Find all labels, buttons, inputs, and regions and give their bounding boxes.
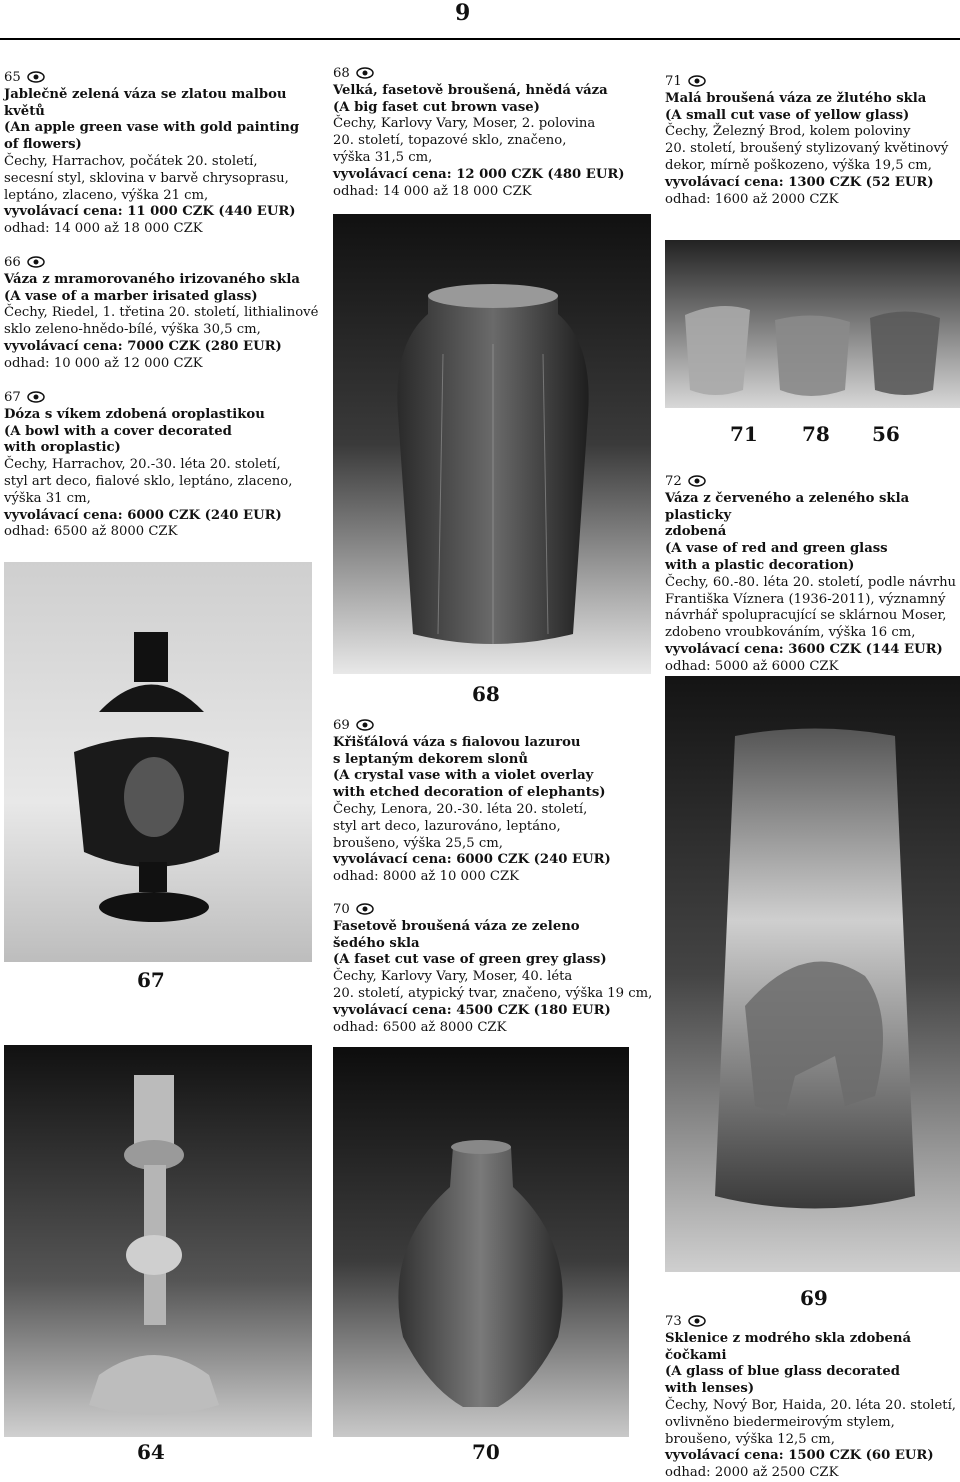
lot-67 — [4, 390, 324, 541]
lot-title: zdobená — [665, 524, 727, 540]
lot-72 — [665, 474, 960, 676]
lot-title: Váza z mramorovaného irizovaného skla — [4, 271, 300, 287]
lot-title: Sklenice z modrého skla zdobená čočkami — [665, 1330, 911, 1363]
vases-71-78-56-image — [665, 240, 960, 408]
lot-estimate: odhad: 8000 až 10 000 CZK — [333, 869, 520, 885]
lot-number: 73 — [665, 1314, 706, 1329]
caption-78: 78 — [802, 422, 830, 446]
lot-detail: 20. století, broušený stylizovaný květinový — [665, 141, 949, 157]
lot-estimate: odhad: 1600 až 2000 CZK — [665, 191, 839, 207]
eye-icon — [688, 75, 706, 87]
caption-69: 69 — [800, 1286, 828, 1310]
lot-price: vyvolávací cena: 11 000 CZK (440 EUR) — [4, 204, 296, 220]
lot-detail: Čechy, Riedel, 1. třetina 20. století, lithialinové — [4, 305, 319, 321]
lot-price: vyvolávací cena: 6000 CZK (240 EUR) — [4, 507, 282, 523]
lot-66 — [4, 255, 324, 373]
page-header — [0, 0, 960, 40]
eye-icon — [688, 475, 706, 487]
lot-title-en: (A faset cut vase of green grey glass) — [333, 952, 607, 968]
lot-title-en: (A big faset cut brown vase) — [333, 99, 540, 115]
lot-detail: Čechy, Karlovy Vary, Moser, 40. léta — [333, 969, 573, 985]
lot-69 — [333, 718, 653, 886]
lot-price: vyvolávací cena: 1300 CZK (52 EUR) — [665, 174, 934, 190]
lot-detail: návrhář spolupracující se sklárnou Moser, — [665, 608, 947, 624]
lot-detail: výška 31 cm, — [4, 490, 91, 506]
lot-title: Dóza s víkem zdobená oroplastikou — [4, 406, 265, 422]
lot-title-en: with lenses) — [665, 1381, 755, 1397]
lot-detail: Čechy, Lenora, 20.-30. léta 20. století, — [333, 801, 588, 817]
lot-estimate: odhad: 5000 až 6000 CZK — [665, 658, 839, 674]
lot-title-en: of flowers) — [4, 137, 82, 153]
lot-title: Malá broušená váza ze žlutého skla — [665, 90, 927, 106]
eye-icon — [27, 256, 45, 268]
lot-number: 72 — [665, 474, 706, 489]
vase-68-image — [333, 214, 651, 674]
lot-detail: Čechy, Harrachov, počátek 20. století, — [4, 153, 258, 169]
lot-title-en: (A crystal vase with a violet overlay — [333, 768, 594, 784]
lot-title-en: with oroplastic) — [4, 440, 121, 456]
lot-detail: výška 31,5 cm, — [333, 149, 433, 165]
lot-title-en: with a plastic decoration) — [665, 557, 855, 573]
bowl-67-image — [4, 562, 312, 962]
lot-title: šedého skla — [333, 935, 420, 951]
lot-title-en: (A vase of red and green glass — [665, 541, 888, 557]
eye-icon — [27, 391, 45, 403]
lot-detail: secesní styl, sklovina v barvě chrysoprasu, — [4, 170, 289, 186]
caption-70: 70 — [472, 1440, 500, 1464]
lot-detail: zdobeno vroubkováním, výška 16 cm, — [665, 625, 916, 641]
eye-icon — [356, 903, 374, 915]
lot-title-en: (An apple green vase with gold painting — [4, 120, 300, 136]
photo-lot-69 — [665, 676, 960, 1272]
lot-title-en: (A bowl with a cover decorated — [4, 423, 232, 439]
lot-73 — [665, 1314, 960, 1482]
lot-title-en: (A vase of a marber irisated glass) — [4, 288, 258, 304]
page-number: 9 — [455, 0, 471, 26]
eye-icon — [688, 1315, 706, 1327]
caption-68: 68 — [472, 682, 500, 706]
lot-number: 69 — [333, 718, 374, 733]
lot-detail: 20. století, topazové sklo, značeno, — [333, 133, 567, 149]
lot-detail: styl art deco, lazurováno, leptáno, — [333, 818, 561, 834]
lot-detail: broušeno, výška 12,5 cm, — [665, 1431, 835, 1447]
lot-title: Velká, fasetově broušená, hnědá váza — [333, 82, 608, 98]
lot-65 — [4, 70, 324, 238]
lot-detail: sklo zeleno-hnědo-bílé, výška 30,5 cm, — [4, 322, 261, 338]
lot-price: vyvolávací cena: 12 000 CZK (480 EUR) — [333, 166, 625, 182]
lot-title-en: (A small cut vase of yellow glass) — [665, 107, 910, 123]
lot-title-en: (A glass of blue glass decorated — [665, 1364, 900, 1380]
lot-number: 65 — [4, 70, 45, 85]
vase-69-image — [665, 676, 960, 1272]
lot-detail: 20. století, atypický tvar, značeno, výška 19 cm, — [333, 985, 653, 1001]
lot-detail: Čechy, Karlovy Vary, Moser, 2. polovina — [333, 116, 596, 132]
lot-detail: leptáno, zlaceno, výška 21 cm, — [4, 187, 209, 203]
lot-68 — [333, 66, 653, 200]
lot-title: Fasetově broušená váza ze zeleno — [333, 918, 580, 934]
lot-number: 66 — [4, 255, 45, 270]
vase-70-image — [333, 1047, 629, 1437]
lot-estimate: odhad: 6500 až 8000 CZK — [333, 1019, 507, 1035]
caption-56: 56 — [872, 422, 900, 446]
candlestick-64-image — [4, 1045, 312, 1437]
lot-price: vyvolávací cena: 1500 CZK (60 EUR) — [665, 1448, 934, 1464]
photo-lot-64 — [4, 1045, 312, 1437]
lot-title: s leptaným dekorem slonů — [333, 751, 528, 767]
caption-67: 67 — [137, 968, 165, 992]
photo-lot-68 — [333, 214, 651, 674]
eye-icon — [27, 71, 45, 83]
lot-estimate: odhad: 14 000 až 18 000 CZK — [4, 221, 203, 237]
lot-estimate: odhad: 6500 až 8000 CZK — [4, 524, 178, 540]
lot-detail: Čechy, Železný Brod, kolem poloviny — [665, 124, 911, 140]
lot-detail: Čechy, Nový Bor, Haida, 20. léta 20. století, — [665, 1397, 957, 1413]
lot-detail: dekor, mírně poškozeno, výška 19,5 cm, — [665, 157, 932, 173]
lot-detail: Čechy, Harrachov, 20.-30. léta 20. století, — [4, 457, 281, 473]
lot-detail: styl art deco, fialové sklo, leptáno, zlaceno, — [4, 473, 293, 489]
eye-icon — [356, 67, 374, 79]
lot-estimate: odhad: 10 000 až 12 000 CZK — [4, 355, 203, 371]
caption-64: 64 — [137, 1440, 165, 1464]
lot-number: 70 — [333, 902, 374, 917]
lot-detail: Františka Víznera (1936-2011), významný — [665, 591, 946, 607]
lot-70 — [333, 902, 653, 1036]
photo-lot-67 — [4, 562, 312, 962]
lot-title-en: with etched decoration of elephants) — [333, 785, 606, 801]
lot-title: květů — [4, 103, 45, 119]
lot-price: vyvolávací cena: 3600 CZK (144 EUR) — [665, 641, 943, 657]
lot-price: vyvolávací cena: 4500 CZK (180 EUR) — [333, 1002, 611, 1018]
lot-title: Váza z červeného a zeleného skla plasticky — [665, 490, 910, 523]
caption-71: 71 — [730, 422, 758, 446]
lot-number: 71 — [665, 74, 706, 89]
lot-title: Jablečně zelená váza se zlatou malbou — [4, 86, 287, 102]
lot-detail: broušeno, výška 25,5 cm, — [333, 835, 503, 851]
lot-detail: ovlivněno biedermeirovým stylem, — [665, 1414, 895, 1430]
lot-price: vyvolávací cena: 7000 CZK (280 EUR) — [4, 338, 282, 354]
lot-number: 68 — [333, 66, 374, 81]
lot-71 — [665, 74, 960, 208]
photo-lots-71-78-56 — [665, 240, 960, 408]
lot-price: vyvolávací cena: 6000 CZK (240 EUR) — [333, 852, 611, 868]
lot-title: Křišťálová váza s fialovou lazurou — [333, 734, 581, 750]
lot-estimate: odhad: 14 000 až 18 000 CZK — [333, 183, 532, 199]
eye-icon — [356, 719, 374, 731]
lot-estimate: odhad: 2000 až 2500 CZK — [665, 1465, 839, 1481]
photo-lot-70 — [333, 1047, 629, 1437]
lot-detail: Čechy, 60.-80. léta 20. století, podle návrhu — [665, 574, 957, 590]
lot-number: 67 — [4, 390, 45, 405]
